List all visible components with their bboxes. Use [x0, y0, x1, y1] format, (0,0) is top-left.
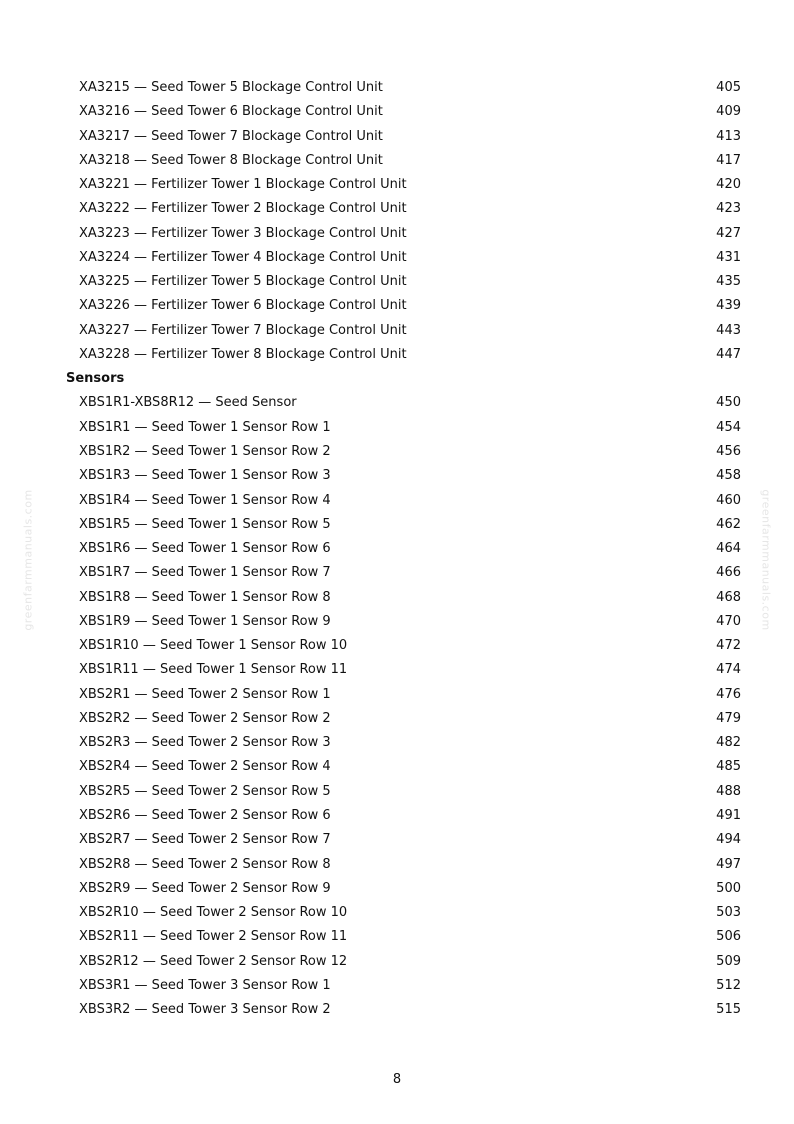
- toc-entry[interactable]: [0, 416, 794, 440]
- toc-entry[interactable]: [0, 343, 794, 367]
- toc-entry-title[interactable]: XA3215 — Seed Tower 5 Blockage Control Unit: [79, 80, 383, 95]
- toc-entry-page[interactable]: 485: [716, 759, 741, 775]
- toc-entry[interactable]: [0, 440, 794, 464]
- toc-entry[interactable]: [0, 100, 794, 124]
- toc-entry-page[interactable]: 512: [716, 977, 741, 993]
- toc-entry[interactable]: [0, 755, 794, 779]
- toc-entry-title[interactable]: XBS2R1 — Seed Tower 2 Sensor Row 1: [79, 686, 331, 702]
- toc-entry[interactable]: [0, 804, 794, 828]
- toc-entry-page[interactable]: 474: [716, 662, 741, 678]
- toc-entry-title[interactable]: XBS1R9 — Seed Tower 1 Sensor Row 9: [79, 613, 331, 629]
- toc-entry-title[interactable]: XA3216 — Seed Tower 6 Blockage Control Unit: [79, 104, 383, 120]
- toc-entry-title[interactable]: XBS2R8 — Seed Tower 2 Sensor Row 8: [79, 856, 331, 872]
- toc-entry[interactable]: [0, 197, 794, 221]
- toc-entry-page[interactable]: 509: [716, 953, 741, 969]
- toc-entry-page[interactable]: 466: [716, 565, 741, 581]
- toc-entry[interactable]: [0, 222, 794, 246]
- toc-entry-page[interactable]: 417: [716, 152, 741, 168]
- toc-entry-page[interactable]: 494: [716, 832, 741, 848]
- toc-entry-title[interactable]: XBS1R8 — Seed Tower 1 Sensor Row 8: [79, 589, 331, 605]
- toc-entry-page[interactable]: 476: [716, 686, 741, 702]
- toc-entry[interactable]: [0, 489, 794, 513]
- toc-entry[interactable]: [0, 391, 794, 415]
- toc-entry-page[interactable]: 506: [716, 929, 741, 945]
- toc-entry[interactable]: [0, 586, 794, 610]
- toc-entry-title[interactable]: XBS2R5 — Seed Tower 2 Sensor Row 5: [79, 783, 331, 799]
- toc-entry-page[interactable]: 470: [716, 613, 741, 629]
- toc-entry-title[interactable]: XA3224 — Fertilizer Tower 4 Blockage Control Unit: [79, 249, 407, 265]
- toc-entry[interactable]: [0, 853, 794, 877]
- toc-entry[interactable]: [0, 877, 794, 901]
- toc-entry-title[interactable]: XA3218 — Seed Tower 8 Blockage Control Unit: [79, 152, 383, 168]
- toc-entry-page[interactable]: 443: [716, 322, 741, 338]
- toc-entry-page[interactable]: 464: [716, 541, 741, 557]
- toc-entry[interactable]: [0, 974, 794, 998]
- toc-entry-title[interactable]: XBS2R6 — Seed Tower 2 Sensor Row 6: [79, 807, 331, 823]
- toc-entry-title[interactable]: XBS1R1 — Seed Tower 1 Sensor Row 1: [79, 419, 331, 435]
- toc-entry-page[interactable]: 472: [716, 638, 741, 654]
- toc-entry[interactable]: [0, 731, 794, 755]
- toc-entry[interactable]: [0, 780, 794, 804]
- toc-entry[interactable]: [0, 173, 794, 197]
- toc-entry[interactable]: [0, 901, 794, 925]
- toc-entry[interactable]: [0, 634, 794, 658]
- toc-entry[interactable]: [0, 610, 794, 634]
- toc-entry-title[interactable]: XA3217 — Seed Tower 7 Blockage Control Unit: [79, 128, 383, 144]
- toc-entry-page[interactable]: 515: [716, 1002, 741, 1018]
- toc-entry[interactable]: [0, 270, 794, 294]
- toc-section: [0, 367, 794, 391]
- toc-entry-title[interactable]: XA3221 — Fertilizer Tower 1 Blockage Control Unit: [79, 177, 407, 193]
- toc-entry[interactable]: [0, 950, 794, 974]
- toc-entry-title[interactable]: XBS1R6 — Seed Tower 1 Sensor Row 6: [79, 541, 331, 557]
- toc-entry-title[interactable]: XBS2R9 — Seed Tower 2 Sensor Row 9: [79, 880, 331, 896]
- toc-entry-title[interactable]: XBS1R5 — Seed Tower 1 Sensor Row 5: [79, 516, 331, 532]
- toc-entry-page[interactable]: 456: [716, 443, 741, 459]
- toc-entry-page[interactable]: 409: [716, 104, 741, 120]
- toc-entry[interactable]: [0, 561, 794, 585]
- toc-entry[interactable]: [0, 828, 794, 852]
- toc-entry-title[interactable]: XBS1R3 — Seed Tower 1 Sensor Row 3: [79, 468, 331, 484]
- toc-entry[interactable]: [0, 707, 794, 731]
- toc-entry-title[interactable]: XBS1R10 — Seed Tower 1 Sensor Row 10: [79, 638, 348, 654]
- toc-entry-page[interactable]: 454: [716, 419, 741, 435]
- toc-entry[interactable]: [0, 464, 794, 488]
- toc-entry[interactable]: [0, 998, 794, 1022]
- toc-entry-title[interactable]: XBS2R2 — Seed Tower 2 Sensor Row 2: [79, 710, 331, 726]
- toc-entry-page[interactable]: 488: [716, 783, 741, 799]
- toc-entry-page[interactable]: 413: [716, 128, 741, 144]
- toc-entry-page[interactable]: 462: [716, 516, 741, 532]
- toc-entry-page[interactable]: 497: [716, 856, 741, 872]
- toc-entry[interactable]: [0, 294, 794, 318]
- toc-entry[interactable]: [0, 319, 794, 343]
- toc-entry-title[interactable]: XBS2R11 — Seed Tower 2 Sensor Row 11: [79, 929, 348, 945]
- toc-entry-title[interactable]: XA3223 — Fertilizer Tower 3 Blockage Control Unit: [79, 225, 407, 241]
- toc-entry-page[interactable]: 439: [716, 298, 741, 314]
- toc-entry-page[interactable]: 503: [716, 905, 741, 921]
- toc-entry-title[interactable]: XBS1R1-XBS8R12 — Seed Sensor: [79, 395, 297, 411]
- toc-entry-page[interactable]: 405: [716, 80, 741, 95]
- toc-entry-title[interactable]: XA3226 — Fertilizer Tower 6 Blockage Control Unit: [79, 298, 407, 314]
- toc-entry[interactable]: [0, 658, 794, 682]
- toc-entry[interactable]: [0, 149, 794, 173]
- toc-entry-page[interactable]: 427: [716, 225, 741, 241]
- toc-entry-title[interactable]: XA3222 — Fertilizer Tower 2 Blockage Control Unit: [79, 201, 407, 217]
- toc-entry-title[interactable]: XBS2R7 — Seed Tower 2 Sensor Row 7: [79, 832, 331, 848]
- toc-entry[interactable]: [0, 76, 794, 100]
- toc-entry-page[interactable]: 423: [716, 201, 741, 217]
- toc-entry[interactable]: [0, 246, 794, 270]
- toc-entry-title[interactable]: XBS1R7 — Seed Tower 1 Sensor Row 7: [79, 565, 331, 581]
- toc-entry[interactable]: [0, 513, 794, 537]
- toc-entry-page[interactable]: 447: [716, 346, 741, 362]
- toc-entry-page[interactable]: 431: [716, 249, 741, 265]
- toc-entry-page[interactable]: 450: [716, 395, 741, 411]
- toc-entry-title[interactable]: XBS3R1 — Seed Tower 3 Sensor Row 1: [79, 977, 331, 993]
- toc-entry-page[interactable]: 468: [716, 589, 741, 605]
- toc-entry-page[interactable]: 420: [716, 177, 741, 193]
- toc-entry-page[interactable]: 491: [716, 807, 741, 823]
- toc-entry-title[interactable]: XBS2R3 — Seed Tower 2 Sensor Row 3: [79, 735, 331, 751]
- toc-entry-title[interactable]: XBS3R2 — Seed Tower 3 Sensor Row 2: [79, 1002, 331, 1018]
- toc-entry-title[interactable]: XBS1R11 — Seed Tower 1 Sensor Row 11: [79, 662, 348, 678]
- toc-entry-title[interactable]: XBS1R2 — Seed Tower 1 Sensor Row 2: [79, 443, 331, 459]
- toc-entry-page[interactable]: 460: [716, 492, 741, 508]
- watermark-right: greenfarmmanuals.com: [759, 489, 773, 631]
- toc-entry-page[interactable]: 435: [716, 274, 741, 290]
- toc-entry[interactable]: [0, 925, 794, 949]
- toc-entry-title[interactable]: XA3227 — Fertilizer Tower 7 Blockage Control Unit: [79, 322, 407, 338]
- toc-entry-page[interactable]: 458: [716, 468, 741, 484]
- toc-entry[interactable]: [0, 125, 794, 149]
- toc-entry-title[interactable]: XBS2R10 — Seed Tower 2 Sensor Row 10: [79, 905, 348, 921]
- watermark-left: greenfarmmanuals.com: [21, 489, 35, 631]
- toc-entry-title[interactable]: XA3225 — Fertilizer Tower 5 Blockage Control Unit: [79, 274, 407, 290]
- toc-entry-title[interactable]: XBS2R12 — Seed Tower 2 Sensor Row 12: [79, 953, 348, 969]
- toc-entry-title[interactable]: XA3228 — Fertilizer Tower 8 Blockage Control Unit: [79, 346, 407, 362]
- toc-entry[interactable]: [0, 683, 794, 707]
- toc-entry-page[interactable]: 479: [716, 710, 741, 726]
- section-heading-sensors[interactable]: Sensors: [66, 371, 125, 387]
- toc-entry-page[interactable]: 482: [716, 735, 741, 751]
- toc-entry-title[interactable]: XBS2R4 — Seed Tower 2 Sensor Row 4: [79, 759, 331, 775]
- table-of-contents: [0, 76, 794, 1022]
- toc-entry-page[interactable]: 500: [716, 880, 741, 896]
- toc-entry[interactable]: [0, 537, 794, 561]
- page-number: 8: [392, 1072, 402, 1087]
- toc-entry-title[interactable]: XBS1R4 — Seed Tower 1 Sensor Row 4: [79, 492, 331, 508]
